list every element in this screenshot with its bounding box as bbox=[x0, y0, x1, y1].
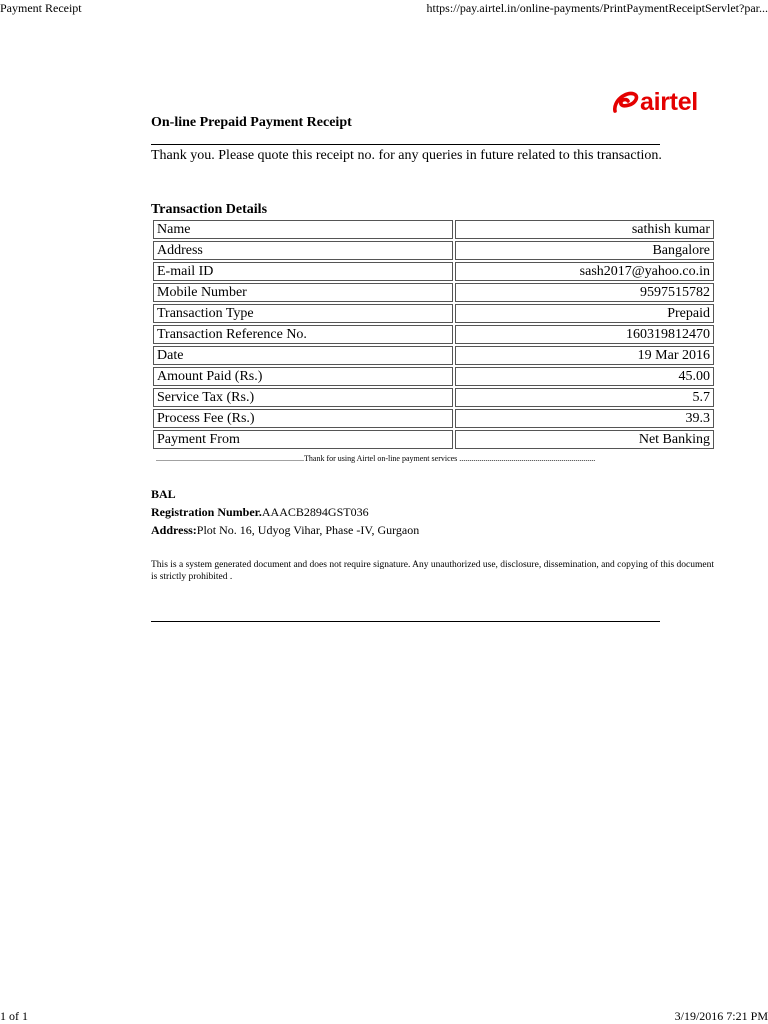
thank-you-dotted-line: ..........................................................................Thank for using Airtel on-line payment services .................................................................... bbox=[156, 454, 596, 463]
table-row bbox=[153, 388, 714, 407]
company-name: BAL bbox=[151, 487, 176, 501]
table-row bbox=[153, 220, 714, 239]
detail-label: Amount Paid (Rs.) bbox=[153, 367, 453, 386]
bottom-divider bbox=[151, 621, 660, 622]
detail-label: E-mail ID bbox=[153, 262, 453, 281]
detail-value: 19 Mar 2016 bbox=[455, 346, 714, 365]
airtel-logo bbox=[612, 86, 716, 118]
airtel-wordmark: airtel bbox=[640, 88, 698, 116]
company-info bbox=[151, 485, 419, 539]
receipt-title: On-line Prepaid Payment Receipt bbox=[151, 115, 352, 130]
detail-value: 9597515782 bbox=[455, 283, 714, 302]
disclaimer-text: This is a system generated document and does not require signature. Any unauthorized use, disclosure, dissemination, and copying of this document is strictly prohibited . bbox=[151, 560, 715, 582]
detail-value: sathish kumar bbox=[455, 220, 714, 239]
detail-label: Transaction Type bbox=[153, 304, 453, 323]
section-title: Transaction Details bbox=[151, 202, 268, 217]
print-page-title: Payment Receipt bbox=[0, 1, 82, 15]
page-count: 1 of 1 bbox=[0, 1009, 28, 1023]
table-row bbox=[153, 241, 714, 260]
thanks-message: Thank you. Please quote this receipt no. for any queries in future related to this transaction. bbox=[151, 148, 662, 163]
detail-label: Service Tax (Rs.) bbox=[153, 388, 453, 407]
table-row bbox=[153, 367, 714, 386]
detail-value: 45.00 bbox=[455, 367, 714, 386]
registration-value: AAACB2894GST036 bbox=[261, 505, 369, 519]
printed-timestamp: 3/19/2016 7:21 PM bbox=[674, 1009, 768, 1023]
detail-value: sash2017@yahoo.co.in bbox=[455, 262, 714, 281]
title-divider bbox=[151, 144, 660, 145]
table-row bbox=[153, 283, 714, 302]
table-row bbox=[153, 409, 714, 428]
detail-label: Name bbox=[153, 220, 453, 239]
address-label: Address: bbox=[151, 523, 197, 537]
detail-value: Bangalore bbox=[455, 241, 714, 260]
print-url: https://pay.airtel.in/online-payments/PrintPaymentReceiptServlet?par... bbox=[426, 1, 768, 15]
registration-label: Registration Number. bbox=[151, 505, 262, 519]
transaction-details-table bbox=[151, 218, 716, 451]
detail-value: Net Banking bbox=[455, 430, 714, 449]
detail-value: Prepaid bbox=[455, 304, 714, 323]
detail-label: Address bbox=[153, 241, 453, 260]
detail-value: 160319812470 bbox=[455, 325, 714, 344]
detail-label: Mobile Number bbox=[153, 283, 453, 302]
detail-value: 39.3 bbox=[455, 409, 714, 428]
detail-value: 5.7 bbox=[455, 388, 714, 407]
detail-label: Process Fee (Rs.) bbox=[153, 409, 453, 428]
table-row bbox=[153, 325, 714, 344]
detail-label: Payment From bbox=[153, 430, 453, 449]
detail-label: Date bbox=[153, 346, 453, 365]
table-row bbox=[153, 304, 714, 323]
address-value: Plot No. 16, Udyog Vihar, Phase -IV, Gurgaon bbox=[196, 523, 420, 537]
table-row bbox=[153, 346, 714, 365]
detail-label: Transaction Reference No. bbox=[153, 325, 453, 344]
table-row bbox=[153, 430, 714, 449]
table-row bbox=[153, 262, 714, 281]
airtel-swirl-icon bbox=[612, 86, 640, 118]
